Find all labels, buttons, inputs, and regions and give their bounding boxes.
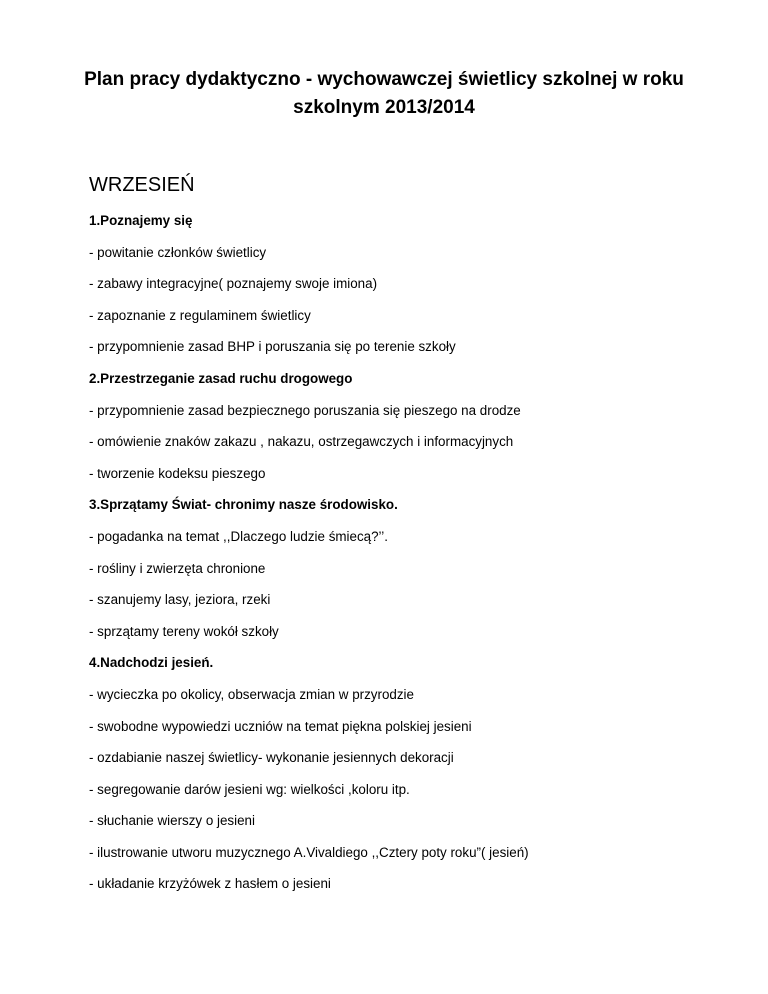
list-item: - słuchanie wierszy o jesieni — [89, 813, 255, 829]
title-line-1: Plan pracy dydaktyczno - wychowawczej świetlicy szkolnej w roku — [84, 69, 684, 90]
list-item: - przypomnienie zasad BHP i poruszania się po terenie szkoły — [89, 339, 456, 355]
section-heading: 4.Nadchodzi jesień. — [89, 655, 214, 671]
list-item: - rośliny i zwierzęta chronione — [89, 560, 266, 576]
section-heading: 1.Poznajemy się — [89, 213, 193, 228]
list-item: - ilustrowanie utworu muzycznego A.Vivaldiego ,,Cztery poty roku”( jesień) — [89, 844, 529, 860]
list-item: - układanie krzyżówek z hasłem o jesieni — [89, 876, 331, 892]
list-item: - przypomnienie zasad bezpiecznego poruszania się pieszego na drodze — [89, 402, 521, 418]
list-item: - zabawy integracyjne( poznajemy swoje imiona) — [89, 276, 378, 292]
list-item: - wycieczka po okolicy, obserwacja zmian w przyrodzie — [89, 686, 414, 702]
list-item: - segregowanie darów jesieni wg: wielkości ,koloru itp. — [89, 781, 410, 797]
list-item: - omówienie znaków zakazu , nakazu, ostrzegawczych i informacyjnych — [89, 434, 514, 450]
list-item: - sprzątamy tereny wokół szkoły — [89, 623, 279, 639]
section-heading: 2.Przestrzeganie zasad ruchu drogowego — [89, 370, 353, 386]
list-item: - tworzenie kodeksu pieszego — [89, 465, 266, 481]
list-item: - szanujemy lasy, jeziora, rzeki — [89, 592, 271, 608]
section-heading: 3.Sprzątamy Świat- chronimy nasze środowisko. — [89, 497, 398, 513]
month-heading: WRZESIEŃ — [89, 174, 195, 196]
list-item: - ozdabianie naszej świetlicy- wykonanie jesiennych dekoracji — [89, 750, 454, 766]
title-line-2: szkolnym 2013/2014 — [293, 97, 475, 118]
list-item: - powitanie członków świetlicy — [89, 244, 267, 260]
plan-content — [89, 212, 729, 907]
list-item: - pogadanka na temat ,,Dlaczego ludzie śmiecą?’’. — [89, 528, 388, 544]
list-item: - zapoznanie z regulaminem świetlicy — [89, 307, 311, 323]
document-title — [60, 66, 708, 122]
list-item: - swobodne wypowiedzi uczniów na temat piękna polskiej jesieni — [89, 718, 472, 734]
